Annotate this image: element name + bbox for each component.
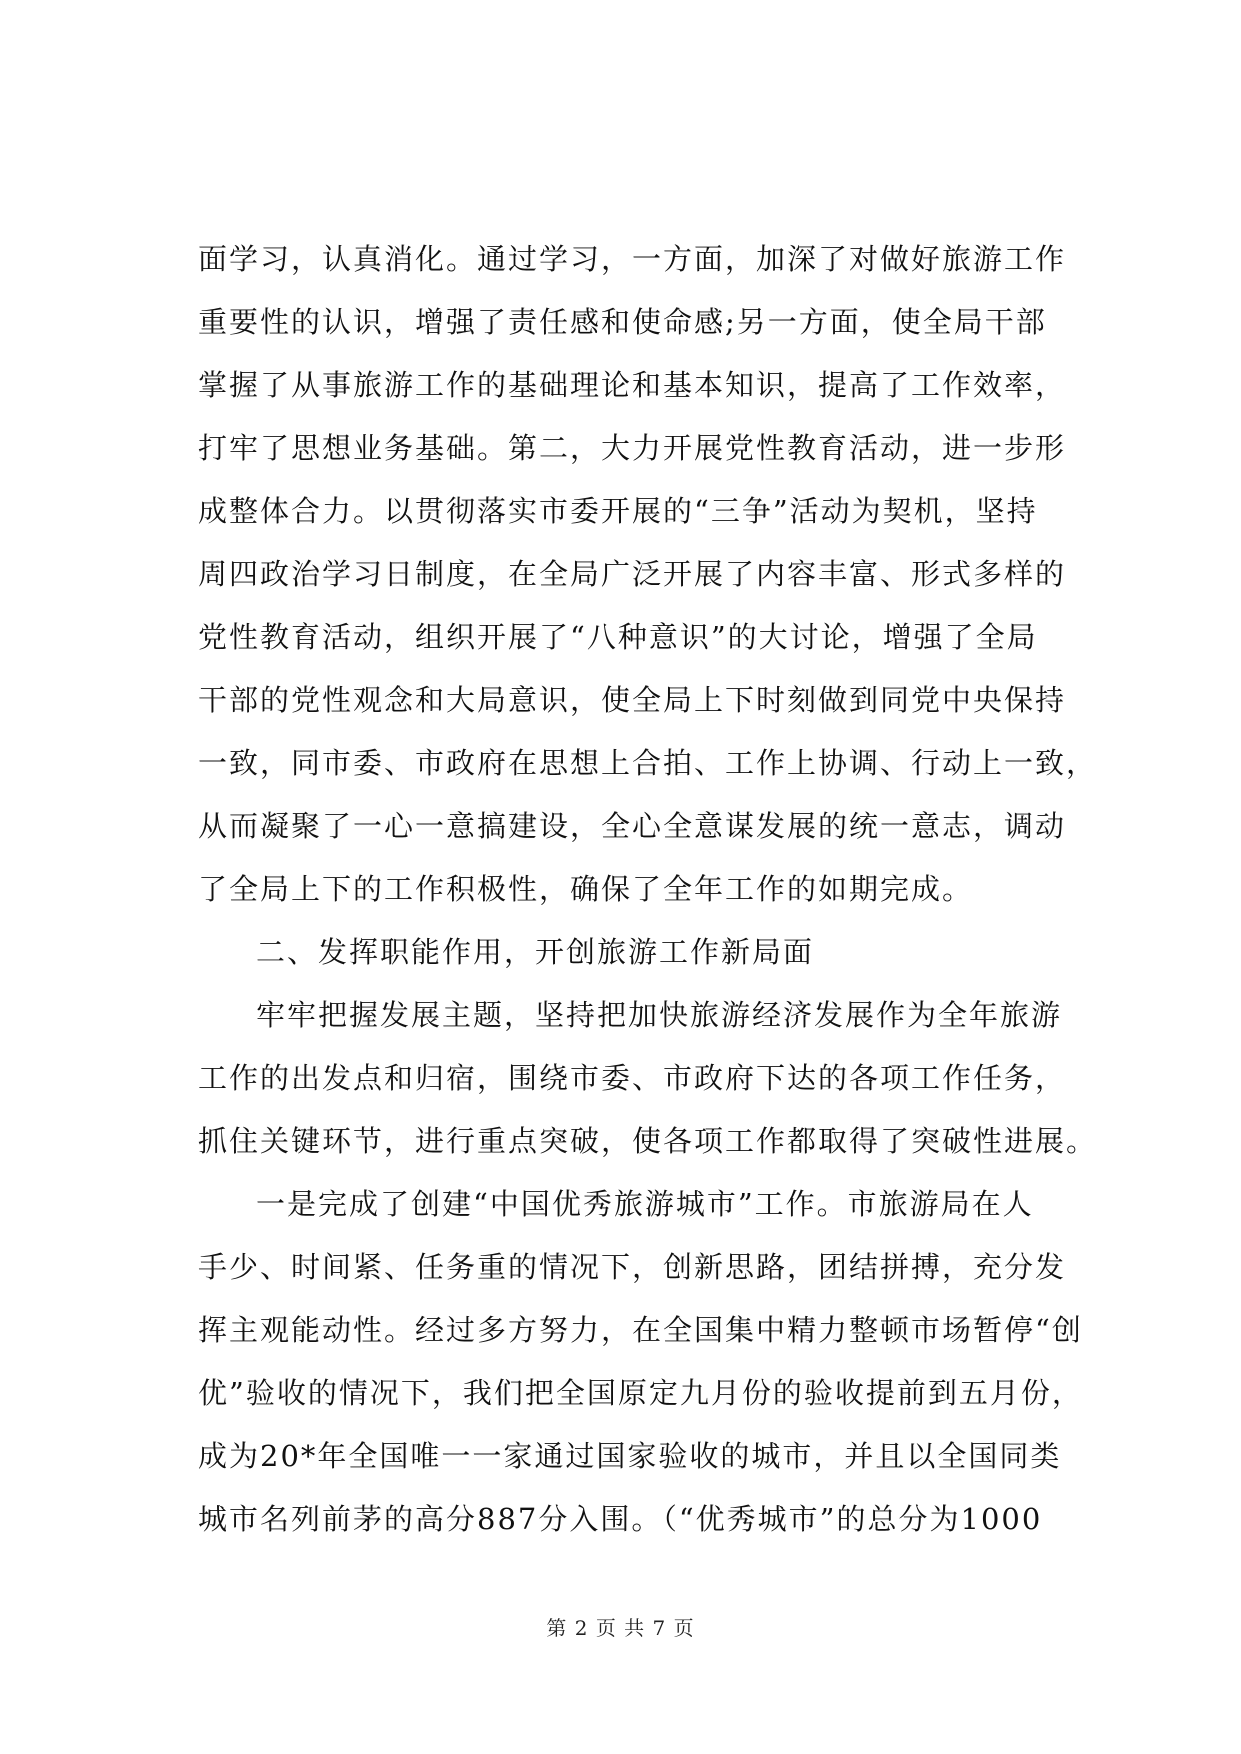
text-line: 一致，同市委、市政府在思想上合拍、工作上协调、行动上一致，: [198, 746, 1098, 780]
text-line: 抓住关键环节，进行重点突破，使各项工作都取得了突破性进展。: [198, 1124, 1098, 1158]
text-line: 掌握了从事旅游工作的基础理论和基本知识，提高了工作效率，: [198, 368, 1067, 402]
text-line: 成整体合力。以贯彻落实市委开展的“三争”活动为契机，坚持: [198, 494, 1038, 528]
document-body: [198, 228, 1098, 1551]
text-line: 党性教育活动，组织开展了“八种意识”的大讨论，增强了全局: [198, 620, 1038, 654]
text-line: 成为20*年全国唯一一家通过国家验收的城市，并且以全国同类: [198, 1439, 1062, 1473]
text-line: 手少、时间紧、任务重的情况下，创新思路，团结拼搏，充分发: [198, 1250, 1067, 1284]
text-line: 挥主观能动性。经过多方努力，在全国集中精力整顿市场暂停“创: [198, 1313, 1083, 1347]
text-line: 面学习，认真消化。通过学习，一方面，加深了对做好旅游工作: [198, 242, 1067, 276]
paragraph-first-line: 一是完成了创建“中国优秀旅游城市”工作。市旅游局在人: [256, 1187, 1034, 1221]
text-line: 重要性的认识，增强了责任感和使命感;另一方面，使全局干部: [198, 305, 1047, 339]
text-line: 优”验收的情况下，我们把全国原定九月份的验收提前到五月份，: [198, 1376, 1083, 1410]
page-number-footer: 第 2 页 共 7 页: [546, 1616, 695, 1640]
text-line: 周四政治学习日制度，在全局广泛开展了内容丰富、形式多样的: [198, 557, 1067, 591]
text-line: 干部的党性观念和大局意识，使全局上下时刻做到同党中央保持: [198, 683, 1067, 717]
paragraph-first-line: 牢牢把握发展主题，坚持把加快旅游经济发展作为全年旅游: [256, 998, 1063, 1032]
text-line: 打牢了思想业务基础。第二，大力开展党性教育活动，进一步形: [198, 431, 1067, 465]
text-line: 从而凝聚了一心一意搞建设，全心全意谋发展的统一意志，调动: [198, 809, 1067, 843]
section-heading: 二、发挥职能作用，开创旅游工作新局面: [256, 935, 815, 969]
text-line: 了全局上下的工作积极性，确保了全年工作的如期完成。: [198, 872, 974, 906]
text-line: 城市名列前茅的高分887分入围。（“优秀城市”的总分为1000: [198, 1502, 1043, 1536]
text-line: 工作的出发点和归宿，围绕市委、市政府下达的各项工作任务，: [198, 1061, 1067, 1095]
